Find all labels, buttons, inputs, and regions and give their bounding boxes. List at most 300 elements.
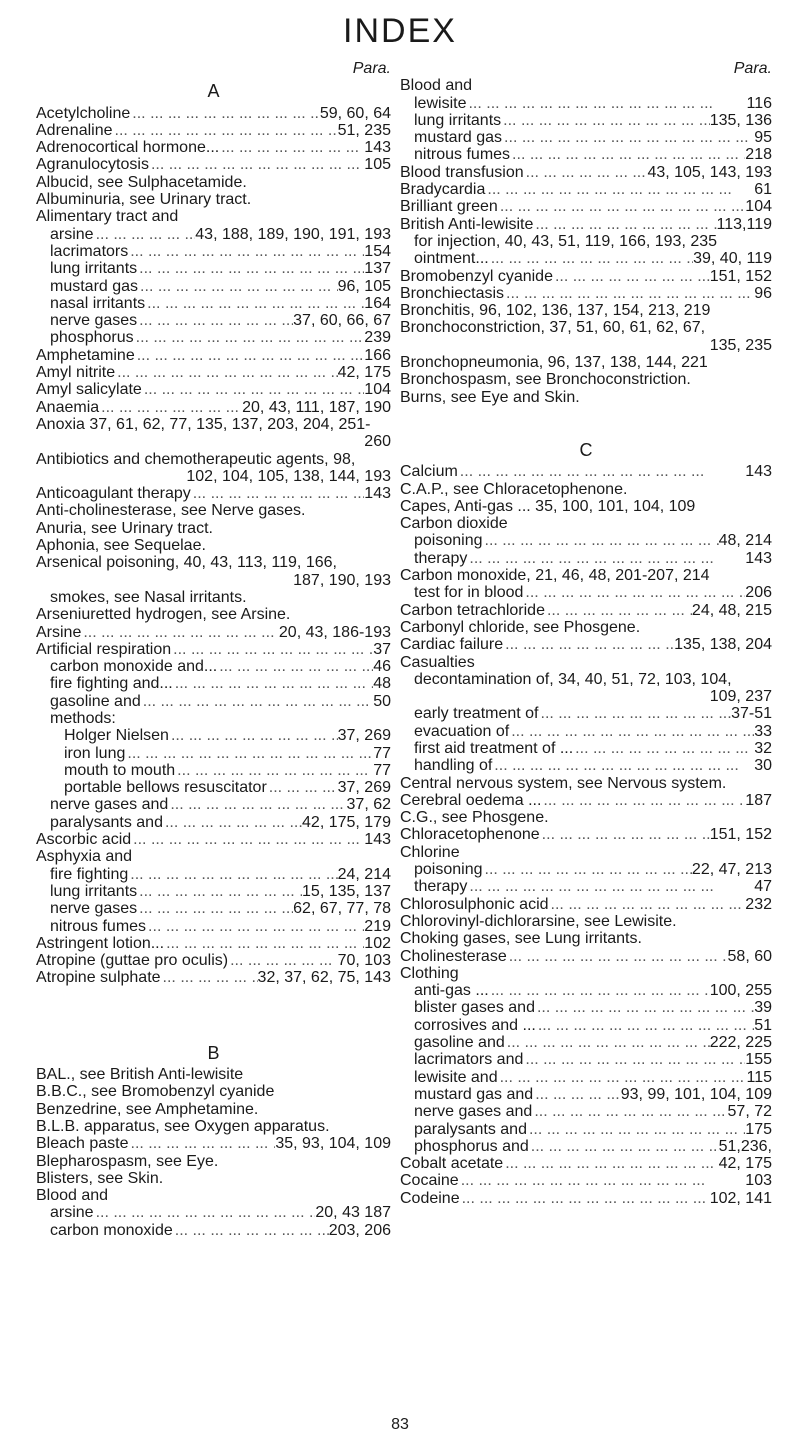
leader-dots <box>505 1034 710 1051</box>
index-entry <box>400 129 772 146</box>
index-entry-pages: 151, 152 <box>709 826 772 844</box>
index-entry <box>400 550 772 567</box>
index-entry <box>36 312 391 329</box>
index-entry <box>36 589 391 606</box>
index-entry-pages: 43, 188, 189, 190, 191, 193 <box>195 225 391 243</box>
index-entry-term: Cocaine <box>400 1172 459 1190</box>
leader-dots <box>137 312 293 329</box>
index-entry-pages: 206 <box>745 584 772 602</box>
leader-dots <box>228 952 338 969</box>
index-entry-term: Anticoagulant therapy <box>36 485 191 503</box>
index-entry-term: Bradycardia <box>400 181 486 199</box>
index-entry-term: ointment... <box>414 250 489 268</box>
index-entry <box>36 641 391 658</box>
leader-dots <box>94 1204 316 1221</box>
index-entry <box>36 416 391 433</box>
index-entry-term: mustard gas and <box>414 1085 534 1103</box>
leader-dots <box>489 250 693 267</box>
index-entry <box>36 191 391 208</box>
index-entry-term: paralysants and <box>414 1120 527 1138</box>
index-entry-term: Chloracetophenone <box>400 826 540 844</box>
leader-dots <box>125 745 373 762</box>
index-entry-term: therapy <box>414 878 468 896</box>
index-entry <box>36 883 391 900</box>
index-entry-pages: 96, 105 <box>337 277 391 295</box>
index-entry <box>36 399 391 416</box>
index-entry-term: mustard gas <box>50 277 139 295</box>
index-entry-pages: 143 <box>745 549 772 567</box>
index-entry <box>400 930 772 947</box>
leader-dots <box>99 399 242 416</box>
index-entry-term: Asphyxia and <box>36 848 133 866</box>
index-entry-term: Anti-cholinesterase, see Nerve gases. <box>36 502 306 520</box>
leader-dots <box>502 129 754 146</box>
index-entry-term: gasoline and <box>414 1034 505 1052</box>
index-entry <box>36 381 391 398</box>
index-entry-term: iron lung <box>64 744 126 762</box>
index-entry-term: Cobalt acetate <box>400 1155 504 1173</box>
leader-dots <box>173 1222 329 1239</box>
leader-dots <box>492 757 754 774</box>
index-entry <box>400 740 772 757</box>
leader-dots <box>467 878 754 895</box>
index-entry-pages: 43, 105, 143, 193 <box>647 163 772 181</box>
index-entry-pages: 164 <box>364 294 391 312</box>
index-entry <box>400 302 772 319</box>
index-entry-term: Clothing <box>400 964 459 982</box>
index-entry-term: Adrenocortical hormone... <box>36 139 220 157</box>
leader-dots <box>573 740 754 757</box>
index-entry-term: smokes, see Nasal irritants. <box>50 588 247 606</box>
index-entry-pages: 102, 104, 105, 138, 144, 193 <box>186 467 391 485</box>
leader-dots <box>466 95 746 112</box>
index-entry-term: Astringent lotion... <box>36 934 165 952</box>
index-entry <box>400 371 772 388</box>
leader-dots <box>507 948 728 965</box>
index-entry-term: Arsenical poisoning, 40, 43, 113, 119, 166, <box>36 554 337 572</box>
index-entry-term: Amyl salicylate <box>36 381 142 399</box>
leader-dots <box>169 727 338 744</box>
index-entry <box>36 347 391 364</box>
leader-dots <box>459 1172 746 1189</box>
index-entry-term: Artificial respiration <box>36 640 172 658</box>
index-entry <box>36 260 391 277</box>
index-entry-pages: 32, 37, 62, 75, 143 <box>257 969 391 987</box>
index-entry <box>36 900 391 917</box>
index-entry <box>400 671 772 688</box>
index-entry-term: arsine <box>50 1204 94 1222</box>
index-entry-pages: 222, 225 <box>709 1034 772 1052</box>
index-entry-term: Ascorbic acid <box>36 831 132 849</box>
index-entry <box>400 913 772 930</box>
index-entry-term: Acetylcholine <box>36 104 131 122</box>
index-entry-pages: 57, 72 <box>727 1103 772 1121</box>
leader-dots <box>115 364 337 381</box>
leader-dots <box>460 1190 710 1207</box>
index-entry <box>36 848 391 865</box>
index-entry-pages: 143 <box>364 485 391 503</box>
index-entry-term: Blisters, see Skin. <box>36 1169 164 1187</box>
index-entry <box>400 965 772 982</box>
leader-dots <box>489 982 710 999</box>
leader-dots <box>137 883 302 900</box>
leader-dots <box>510 146 745 163</box>
leader-dots <box>533 1086 621 1103</box>
index-entry-term: evacuation of <box>414 722 510 740</box>
index-column-right <box>400 60 772 1207</box>
index-entry-pages: 42, 175 <box>337 364 391 382</box>
index-entry <box>36 572 391 589</box>
index-entry <box>36 1222 391 1239</box>
index-entry <box>400 1172 772 1189</box>
leader-dots <box>217 658 373 675</box>
leader-dots <box>536 1017 754 1034</box>
index-entry-term: Carbon dioxide <box>400 515 508 533</box>
index-entry <box>400 250 772 267</box>
index-entry-term: Blood and <box>36 1187 109 1205</box>
index-entry <box>36 779 391 796</box>
index-entry <box>400 389 772 406</box>
index-entry-term: Alimentary tract and <box>36 208 179 226</box>
index-entry <box>400 757 772 774</box>
index-entry-pages: 219 <box>364 917 391 935</box>
index-entry-term: Blood transfusion <box>400 163 524 181</box>
leader-dots <box>267 779 338 796</box>
index-entry-term: Atropine sulphate <box>36 969 161 987</box>
index-entry <box>36 1118 391 1135</box>
index-entry-pages: 20, 43, 111, 187, 190 <box>242 398 391 416</box>
page-title: INDEX <box>343 12 457 50</box>
index-entry <box>36 866 391 883</box>
index-list-b-continued <box>400 77 772 406</box>
index-entry-term: nerve gases and <box>414 1103 533 1121</box>
index-entry-pages: 100, 255 <box>709 982 772 1000</box>
index-entry-term: Bronchiectasis <box>400 284 505 302</box>
leader-dots <box>81 624 279 641</box>
leader-dots <box>134 329 365 346</box>
leader-dots <box>535 999 754 1016</box>
index-entry <box>400 948 772 965</box>
section-letter-b: B <box>207 1042 220 1063</box>
index-entry-term: Capes, Anti-gas ... 35, 100, 101, 104, 109 <box>400 497 696 515</box>
index-entry-pages: 20, 43 187 <box>315 1204 391 1222</box>
index-entry-term: Central nervous system, see Nervous system. <box>400 774 727 792</box>
index-entry-term: Choking gases, see Lung irritants. <box>400 930 642 948</box>
index-list-b <box>36 1066 391 1239</box>
index-entry-term: Brilliant green <box>400 198 498 216</box>
index-entry-pages: 203, 206 <box>328 1221 391 1239</box>
index-entry-term: mouth to mouth <box>64 761 176 779</box>
index-entry-pages: 22, 47, 213 <box>691 861 772 879</box>
index-entry <box>400 826 772 843</box>
index-entry-pages: 37, 62 <box>346 796 391 814</box>
index-entry <box>400 481 772 498</box>
para-column-label: Para. <box>733 60 772 77</box>
index-entry-term: Chlorovinyl-dichlorarsine, see Lewisite. <box>400 912 677 930</box>
index-entry <box>400 181 772 198</box>
index-entry <box>36 831 391 848</box>
leader-dots <box>175 762 373 779</box>
index-entry-term: British Anti-lewisite <box>400 215 534 233</box>
index-entry-pages: 42, 175 <box>718 1155 772 1173</box>
index-entry <box>400 654 772 671</box>
index-entry-pages: 104 <box>364 381 391 399</box>
index-entry <box>400 844 772 861</box>
index-entry-pages: 37-51 <box>731 705 772 723</box>
index-entry-pages: 143 <box>364 139 391 157</box>
leader-dots <box>161 969 258 986</box>
index-entry-pages: 93, 99, 101, 104, 109 <box>620 1085 772 1103</box>
index-entry <box>400 164 772 181</box>
index-entry <box>36 918 391 935</box>
index-entry-term: Blood and <box>400 77 473 95</box>
index-entry-term: carbon monoxide <box>50 1221 173 1239</box>
index-column-left <box>36 60 391 1239</box>
leader-dots <box>467 550 745 567</box>
leader-dots <box>501 112 710 129</box>
index-entry <box>400 95 772 112</box>
index-entry-term: lacrimators <box>50 242 129 260</box>
index-entry-term: Anoxia 37, 61, 62, 77, 135, 137, 203, 204, 251- <box>36 415 371 433</box>
index-entry <box>36 658 391 675</box>
index-entry <box>400 112 772 129</box>
leader-dots <box>523 584 745 601</box>
index-entry-term: Antibiotics and chemotherapeutic agents, 98, <box>36 450 356 468</box>
index-entry-term: anti-gas ... <box>414 982 489 1000</box>
index-entry <box>400 77 772 94</box>
index-entry-pages: 70, 103 <box>337 952 391 970</box>
index-entry-term: arsine <box>50 225 94 243</box>
index-entry-term: poisoning <box>414 532 483 550</box>
index-entry <box>36 624 391 641</box>
index-entry-pages: 102 <box>364 934 391 952</box>
index-entry-term: lung irritants <box>50 260 138 278</box>
leader-dots <box>523 1051 745 1068</box>
index-entry <box>36 554 391 571</box>
index-entry-term: Blepharospasm, see Eye. <box>36 1152 219 1170</box>
index-entry-pages: 154 <box>364 242 391 260</box>
index-entry <box>36 537 391 554</box>
index-entry <box>36 969 391 986</box>
index-entry-term: handling of <box>414 757 493 775</box>
leader-dots <box>527 1121 745 1138</box>
index-entry-pages: 135, 235 <box>709 336 772 354</box>
index-list-a <box>36 105 391 987</box>
index-entry-term: decontamination of, 34, 40, 51, 72, 103, 104, <box>414 670 732 688</box>
index-entry-term: Albucid, see Sulphacetamide. <box>36 173 247 191</box>
index-entry <box>400 584 772 601</box>
index-entry <box>36 1170 391 1187</box>
index-entry-pages: 42, 175, 179 <box>302 813 391 831</box>
index-entry <box>36 485 391 502</box>
index-entry-term: Chlorine <box>400 843 460 861</box>
leader-dots <box>145 295 364 312</box>
index-entry-pages: 46 <box>373 658 391 676</box>
index-entry <box>36 1135 391 1152</box>
index-entry-term: BAL., see British Anti-lewisite <box>36 1066 244 1084</box>
index-entry <box>400 792 772 809</box>
index-entry <box>36 762 391 779</box>
index-entry <box>400 337 772 354</box>
index-entry <box>36 1083 391 1100</box>
index-entry-pages: 116 <box>746 94 772 112</box>
index-entry-term: Aphonia, see Sequelae. <box>36 537 206 555</box>
index-entry-pages: 135, 136 <box>709 111 772 129</box>
index-entry-term: paralysants and <box>50 813 163 831</box>
index-entry-term: Bleach paste <box>36 1135 129 1153</box>
leader-dots <box>219 139 364 156</box>
index-entry-term: Arseniuretted hydrogen, see Arsine. <box>36 606 291 624</box>
index-entry-pages: 15, 135, 137 <box>302 882 391 900</box>
index-entry-pages: 48, 214 <box>718 532 772 550</box>
index-entry-term: Burns, see Eye and Skin. <box>400 388 580 406</box>
index-entry <box>400 1069 772 1086</box>
index-entry-term: lacrimators and <box>414 1051 524 1069</box>
index-entry-term: Carbon monoxide, 21, 46, 48, 201-207, 214 <box>400 567 710 585</box>
index-entry <box>400 233 772 250</box>
index-entry <box>400 463 772 480</box>
index-entry-pages: 61 <box>754 181 772 199</box>
index-entry-term: nerve gases <box>50 900 138 918</box>
index-entry <box>400 198 772 215</box>
index-entry <box>400 1086 772 1103</box>
leader-dots <box>541 792 745 809</box>
index-entry-pages: 187 <box>745 791 772 809</box>
leader-dots <box>129 1135 276 1152</box>
index-entry-term: fire fighting and... <box>50 675 173 693</box>
index-entry-term: Calcium <box>400 463 458 481</box>
index-entry-term: Cardiac failure <box>400 636 504 654</box>
index-entry-pages: 37, 60, 66, 67 <box>293 312 391 330</box>
index-entry <box>36 935 391 952</box>
index-entry <box>400 619 772 636</box>
index-entry <box>36 502 391 519</box>
index-entry-pages: 59, 60, 64 <box>319 104 391 122</box>
index-entry <box>400 999 772 1016</box>
index-entry-term: B.B.C., see Bromobenzyl cyanide <box>36 1083 275 1101</box>
index-entry-pages: 135, 138, 204 <box>674 636 772 654</box>
index-entry-pages: 115 <box>746 1068 772 1086</box>
index-entry <box>36 278 391 295</box>
leader-dots <box>498 1069 747 1086</box>
index-entry-term: Cerebral oedema ... <box>400 791 542 809</box>
index-entry <box>36 364 391 381</box>
index-entry-term: nasal irritants <box>50 294 146 312</box>
index-entry-pages: 37, 269 <box>337 727 391 745</box>
index-entry-pages: 104 <box>745 198 772 216</box>
index-entry-term: Anaemia <box>36 398 100 416</box>
index-entry-pages: 103 <box>745 1172 772 1190</box>
index-entry <box>400 861 772 878</box>
leader-dots <box>130 105 320 122</box>
index-entry <box>400 636 772 653</box>
index-entry <box>400 705 772 722</box>
index-entry <box>400 354 772 371</box>
index-entry-pages: 33 <box>754 722 772 740</box>
index-entry <box>400 567 772 584</box>
leader-dots <box>128 243 364 260</box>
index-entry <box>36 174 391 191</box>
index-entry-pages: 105 <box>364 156 391 174</box>
index-entry-pages: 51 <box>754 1016 772 1034</box>
section-letter-a: A <box>207 81 220 102</box>
index-entry-term: Atropine (guttae pro oculis) <box>36 952 229 970</box>
index-entry-pages: 137 <box>364 260 391 278</box>
leader-dots <box>545 602 692 619</box>
index-entry-term: Agranulocytosis <box>36 156 149 174</box>
index-entry <box>36 1101 391 1118</box>
index-entry-pages: 95 <box>754 129 772 147</box>
index-entry <box>36 208 391 225</box>
index-entry-pages: 48 <box>373 675 391 693</box>
index-entry-term: Bromobenzyl cyanide <box>400 267 553 285</box>
index-entry <box>400 1121 772 1138</box>
index-entry-term: portable bellows resuscitator <box>64 779 267 797</box>
index-entry-term: Bronchopneumonia, 96, 137, 138, 144, 221 <box>400 354 708 372</box>
index-entry <box>400 896 772 913</box>
index-entry <box>400 602 772 619</box>
index-entry-pages: 175 <box>745 1120 772 1138</box>
leader-dots <box>503 1155 718 1172</box>
index-entry <box>400 1138 772 1155</box>
index-entry <box>400 775 772 792</box>
index-entry <box>36 745 391 762</box>
index-entry-pages: 39, 40, 119 <box>693 250 772 268</box>
index-entry <box>36 1187 391 1204</box>
index-entry <box>36 693 391 710</box>
index-entry-pages: 24, 48, 215 <box>691 601 772 619</box>
para-column-label: Para. <box>352 60 391 77</box>
index-entry-pages: 37, 269 <box>337 779 391 797</box>
index-entry-term: nitrous fumes <box>414 146 511 164</box>
index-entry-pages: 39 <box>754 999 772 1017</box>
index-entry-pages: 24, 214 <box>337 865 391 883</box>
index-entry-pages: 77 <box>373 761 391 779</box>
index-entry-term: poisoning <box>414 861 483 879</box>
section-letter-c: C <box>579 439 593 460</box>
index-entry-pages: 35, 93, 104, 109 <box>275 1135 391 1153</box>
index-entry-pages: 58, 60 <box>727 947 772 965</box>
index-entry-term: blister gases and <box>414 999 535 1017</box>
index-entry <box>36 796 391 813</box>
index-entry-pages: 151, 152 <box>709 267 772 285</box>
index-entry <box>400 268 772 285</box>
index-entry <box>400 809 772 826</box>
index-entry-term: methods: <box>50 709 116 727</box>
index-entry <box>36 727 391 744</box>
leader-dots <box>529 1138 719 1155</box>
leader-dots <box>137 900 293 917</box>
index-entry <box>36 156 391 173</box>
index-entry-pages: 143 <box>364 831 391 849</box>
index-entry <box>36 952 391 969</box>
index-entry <box>36 329 391 346</box>
leader-dots <box>131 831 364 848</box>
index-entry-term: C.G., see Phosgene. <box>400 809 549 827</box>
index-entry <box>36 139 391 156</box>
leader-dots <box>553 268 710 285</box>
index-entry <box>36 295 391 312</box>
leader-dots <box>533 216 716 233</box>
index-entry-term: Casualties <box>400 653 475 671</box>
leader-dots <box>128 866 337 883</box>
index-entry <box>36 243 391 260</box>
index-entry-term: first aid treatment of ... <box>414 739 574 757</box>
index-entry-pages: 232 <box>745 895 772 913</box>
index-entry <box>400 878 772 895</box>
index-entry <box>400 532 772 549</box>
leader-dots <box>504 285 754 302</box>
